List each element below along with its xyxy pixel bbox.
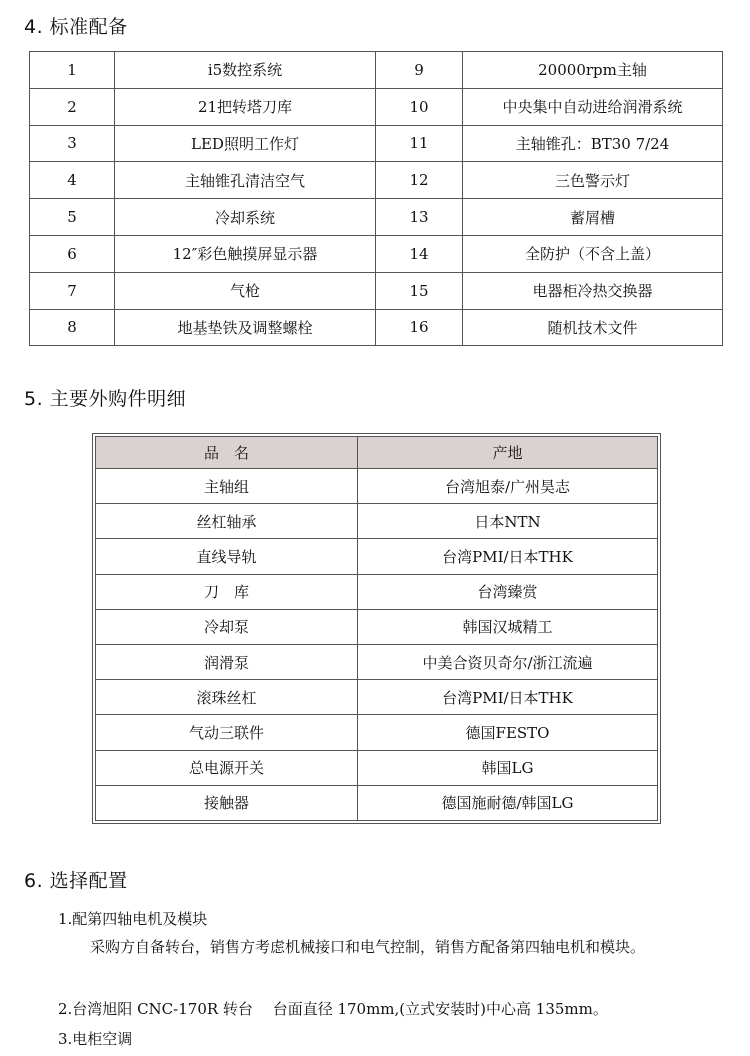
item-number: 5 (30, 199, 115, 236)
table-row (96, 785, 658, 820)
item-name: 三色警示灯 (463, 162, 723, 199)
item-number: 13 (376, 199, 463, 236)
table-row (96, 539, 658, 574)
part-origin: 台湾旭泰/广州昊志 (358, 469, 658, 504)
part-name: 滚珠丝杠 (96, 680, 358, 715)
table-row (30, 235, 723, 272)
option-3-label: 3.电柜空调 (58, 1030, 133, 1048)
item-name: i5数控系统 (115, 52, 376, 89)
item-name: 气枪 (115, 272, 376, 309)
part-name: 接触器 (96, 785, 358, 820)
part-origin: 台湾PMI/日本THK (358, 539, 658, 574)
part-origin: 德国施耐德/韩国LG (358, 785, 658, 820)
table-row (30, 162, 723, 199)
part-origin: 中美合资贝奇尔/浙江流遍 (358, 644, 658, 679)
section-4-title: 4. 标准配备 (24, 16, 128, 38)
part-name: 丝杠轴承 (96, 504, 358, 539)
part-name: 主轴组 (96, 469, 358, 504)
table-row (96, 644, 658, 679)
section-5-title: 5. 主要外购件明细 (24, 388, 187, 410)
item-number: 10 (376, 88, 463, 125)
table-row (96, 574, 658, 609)
item-name: 地基垫铁及调整螺栓 (115, 309, 376, 346)
item-name: 全防护（不含上盖） (463, 235, 723, 272)
part-origin: 德国FESTO (358, 715, 658, 750)
section-6-title: 6. 选择配置 (24, 870, 128, 892)
item-name: 冷却系统 (115, 199, 376, 236)
part-name: 冷却泵 (96, 609, 358, 644)
item-number: 15 (376, 272, 463, 309)
part-origin: 韩国LG (358, 750, 658, 785)
item-name: 中央集中自动进给润滑系统 (463, 88, 723, 125)
table-row (96, 715, 658, 750)
item-number: 7 (30, 272, 115, 309)
item-name: 随机技术文件 (463, 309, 723, 346)
item-number: 4 (30, 162, 115, 199)
part-name: 刀 库 (96, 574, 358, 609)
table-row (96, 609, 658, 644)
item-number: 2 (30, 88, 115, 125)
item-name: LED照明工作灯 (115, 125, 376, 162)
table-row (30, 309, 723, 346)
item-number: 1 (30, 52, 115, 89)
table-row (30, 88, 723, 125)
item-number: 8 (30, 309, 115, 346)
item-number: 11 (376, 125, 463, 162)
column-header-name: 品 名 (96, 437, 358, 469)
table-row (30, 272, 723, 309)
part-name: 总电源开关 (96, 750, 358, 785)
column-header-origin: 产地 (358, 437, 658, 469)
purchased-parts-table (95, 436, 658, 821)
item-name: 主轴锥孔：BT30 7/24 (463, 125, 723, 162)
option-1-description: 采购方自备转台，销售方考虑机械接口和电气控制，销售方配备第四轴电机和模块。 (90, 938, 646, 956)
item-number: 12 (376, 162, 463, 199)
table-row (96, 469, 658, 504)
item-number: 14 (376, 235, 463, 272)
item-name: 12″彩色触摸屏显示器 (115, 235, 376, 272)
part-origin: 台湾臻赏 (358, 574, 658, 609)
part-origin: 日本NTN (358, 504, 658, 539)
table-row (96, 680, 658, 715)
option-1-label: 1.配第四轴电机及模块 (58, 910, 208, 928)
table-row (30, 125, 723, 162)
table-row (30, 52, 723, 89)
part-name: 气动三联件 (96, 715, 358, 750)
part-name: 润滑泵 (96, 644, 358, 679)
item-number: 3 (30, 125, 115, 162)
item-name: 20000rpm主轴 (463, 52, 723, 89)
option-2-label: 2.台湾旭阳 CNC-170R 转台 台面直径 170mm,(立式安装时)中心高 135mm。 (58, 1000, 608, 1018)
item-name: 主轴锥孔清洁空气 (115, 162, 376, 199)
item-name: 蓄屑槽 (463, 199, 723, 236)
item-number: 16 (376, 309, 463, 346)
item-number: 9 (376, 52, 463, 89)
table-row (96, 750, 658, 785)
part-origin: 台湾PMI/日本THK (358, 680, 658, 715)
table-row (96, 504, 658, 539)
part-name: 直线导轨 (96, 539, 358, 574)
table-row (30, 199, 723, 236)
item-name: 电器柜冷热交换器 (463, 272, 723, 309)
part-origin: 韩国汉城精工 (358, 609, 658, 644)
standard-equipment-table (29, 51, 723, 346)
table-header-row (96, 437, 658, 469)
item-name: 21把转塔刀库 (115, 88, 376, 125)
item-number: 6 (30, 235, 115, 272)
